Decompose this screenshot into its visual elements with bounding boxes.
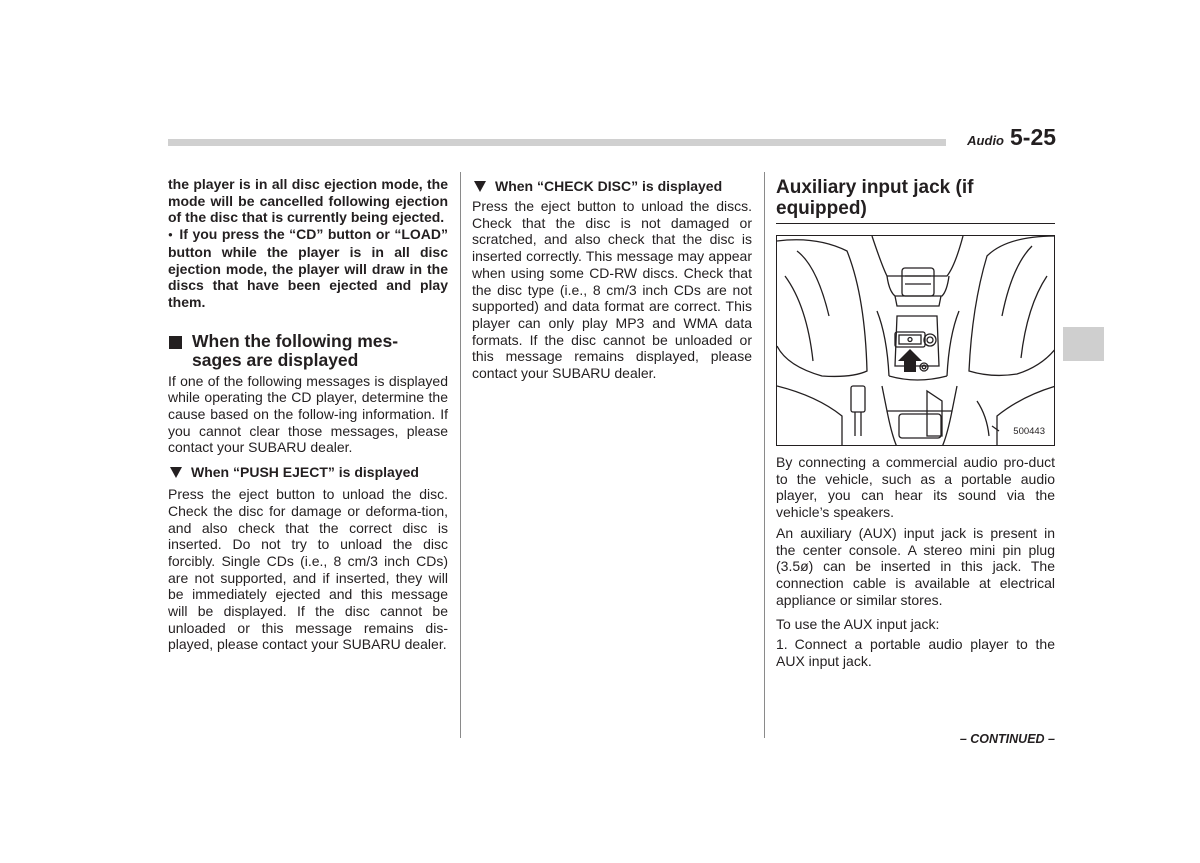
page-number: 5-25 — [1010, 124, 1057, 150]
column-left — [168, 176, 448, 653]
square-bullet-icon — [169, 336, 182, 349]
aux-step-1: 1. Connect a portable audio player to the AUX input jack. — [776, 636, 1055, 669]
messages-paragraph: If one of the following messages is displayed while operating the CD player, determine the cause based on the follow-ing information. If you cannot clear those messages, please contact your SUBARU dealer. — [168, 372, 448, 456]
column-divider-right — [764, 172, 765, 738]
aux-paragraph-1: By connecting a commercial audio pro-duct to the vehicle, such as a portable audio player, you can hear its sound via the vehicle’s speakers. — [776, 454, 1055, 521]
messages-heading-line2: sages are displayed — [192, 349, 359, 370]
check-disc-subhead-text: When “CHECK DISC” is displayed — [495, 178, 723, 194]
center-console-drawing — [777, 236, 1055, 446]
triangle-down-icon — [170, 467, 182, 478]
aux-text-block — [776, 454, 1055, 669]
triangle-down-icon — [474, 181, 486, 192]
aux-jack-illustration — [776, 235, 1055, 446]
push-eject-subhead — [168, 464, 448, 481]
aux-heading-line1: Auxiliary input jack (if — [776, 177, 974, 198]
column-middle — [472, 178, 752, 382]
aux-paragraph-2: An auxiliary (AUX) input jack is present in the center console. A stereo mini pin plug (3.5ø) can be inserted in this jack. The connection cable is available at electrical appliance or similar stores. — [776, 524, 1055, 608]
chapter-thumb-tab — [1063, 327, 1104, 361]
section-name: Audio — [967, 133, 1004, 148]
push-eject-paragraph: Press the eject button to unload the disc. Check the disc for damage or deforma-tion, and also check that the correct disc is inserted. Do not try to unload the disc forcibly. Single CDs (i.e., 8 cm/3 inch CDs) are not supported, and if inserted, they will be immediately ejected and this message will be displayed. If the disc cannot be unloaded or this message remains dis-played, please contact your SUBARU dealer. — [168, 486, 448, 653]
header-rule — [168, 139, 946, 146]
aux-heading-line2: equipped) — [776, 198, 867, 219]
check-disc-subhead — [472, 178, 752, 195]
column-divider-left — [460, 172, 461, 738]
check-disc-paragraph: Press the eject button to unload the discs. Check that the disc is not damaged or scratched, and also check that the disc is inserted correctly. This message may appear when using some CD-RW discs. Check that the disc type (i.e., 8 cm/3 inch CDs are not supported) and data format are correct. This player can only play MP3 and WMA data formats. If the disc cannot be unloaded or this message remains displayed, please contact your SUBARU dealer. — [472, 198, 752, 382]
messages-heading-line1: When the following mes- — [192, 330, 399, 351]
continued-footer: – CONTINUED – — [959, 732, 1055, 746]
bullet-paragraph: ● If you press the “CD” button or “LOAD” button while the player is in all disc ejection mode, the player will draw in the discs that have been ejected and play them. — [168, 226, 448, 311]
figure-label: 500443 — [1013, 426, 1045, 437]
column-right — [776, 177, 1055, 224]
messages-heading — [168, 332, 448, 370]
push-eject-subhead-text: When “PUSH EJECT” is displayed — [191, 464, 419, 481]
intro-paragraph: the player is in all disc ejection mode, the mode will be cancelled following ejection of the disc that is currently being ejected. — [168, 176, 448, 226]
aux-paragraph-3: To use the AUX input jack: — [776, 616, 940, 633]
aux-section-heading — [776, 177, 1055, 224]
